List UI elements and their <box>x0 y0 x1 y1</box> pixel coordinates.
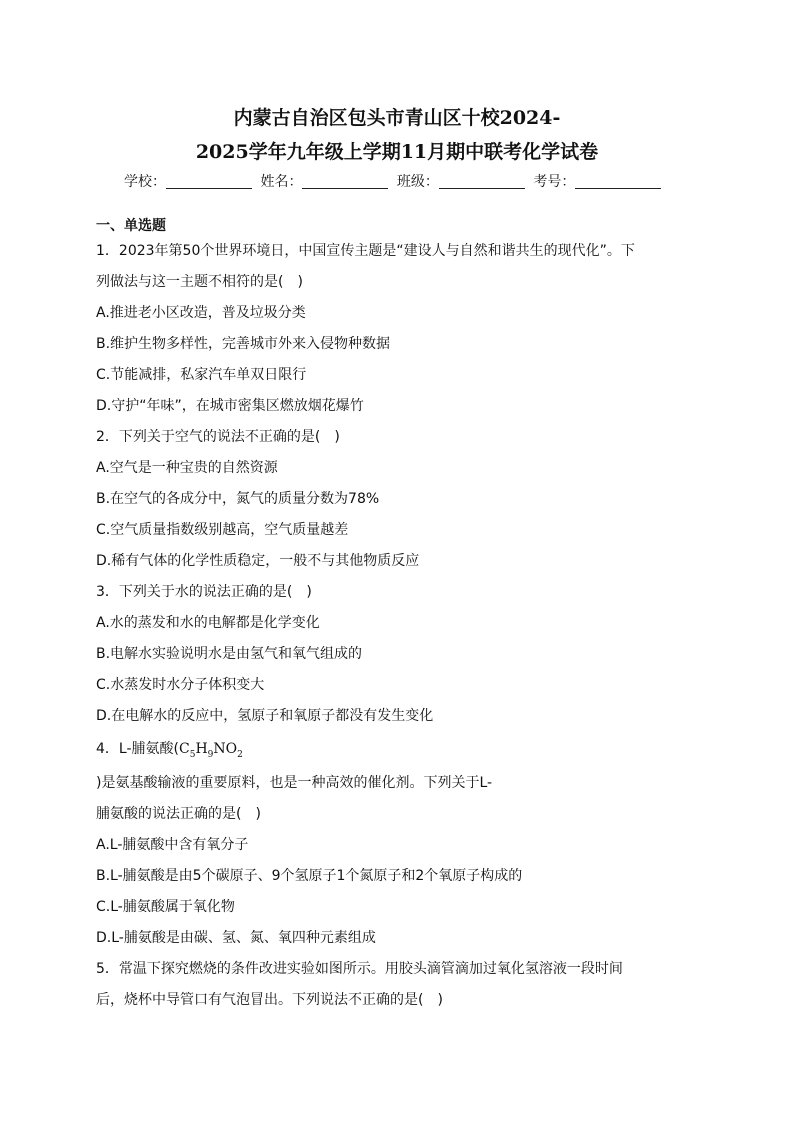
q2-option-b: B.在空气的各成分中，氮气的质量分数为78% <box>96 491 380 507</box>
section-heading: 一、单选题 <box>96 218 166 234</box>
q4-stem-line3: 脯氨酸的说法正确的是( ) <box>96 806 261 822</box>
name-label: 姓名： <box>260 174 303 190</box>
q2-stem: 2．下列关于空气的说法不正确的是( ) <box>96 429 340 445</box>
exam-number-label: 考号： <box>533 174 576 190</box>
name-blank[interactable] <box>302 174 388 189</box>
q2-option-c: C.空气质量指数级别越高，空气质量越差 <box>96 522 349 538</box>
class-blank[interactable] <box>439 174 525 189</box>
q1-option-d: D.守护“年味”，在城市密集区燃放烟花爆竹 <box>96 398 364 414</box>
q2-option-d: D.稀有气体的化学性质稳定，一般不与其他物质反应 <box>96 553 420 569</box>
q1-stem-line1: 1．2023年第50个世界环境日，中国宣传主题是“建设人与自然和谐共生的现代化”。下 <box>96 243 635 259</box>
q4-stem-prefix: 4．L-脯氨酸( <box>96 741 179 757</box>
q4-stem-line1 <box>96 738 243 760</box>
exam-title-line1: 内蒙古自治区包头市青山区十校2024- <box>233 107 561 129</box>
q4-option-a: A.L-脯氨酸中含有氧分子 <box>96 837 249 853</box>
q4-option-b: B.L-脯氨酸是由5个碳原子、9个氢原子1个氮原子和2个氧原子构成的 <box>96 868 523 884</box>
exam-title-line2: 2025学年九年级上学期11月期中联考化学试卷 <box>195 141 599 163</box>
q5-stem-line2: 后，烧杯中导管口有气泡冒出。下列说法不正确的是( ) <box>96 992 443 1008</box>
school-label: 学校： <box>124 174 166 190</box>
q1-stem-line2: 列做法与这一主题不相符的是( ) <box>96 274 303 290</box>
q4-option-c: C.L-脯氨酸属于氧化物 <box>96 899 235 915</box>
q5-stem-line1: 5．常温下探究燃烧的条件改进实验如图所示。用胶头滴管滴加过氧化氢溶液一段时间 <box>96 961 623 977</box>
q1-option-c: C.节能减排，私家汽车单双日限行 <box>96 367 307 383</box>
exam-number-blank[interactable] <box>575 174 661 189</box>
q2-option-a: A.空气是一种宝贵的自然资源 <box>96 460 278 476</box>
q3-option-d: D.在电解水的反应中，氢原子和氧原子都没有发生变化 <box>96 708 434 724</box>
q4-stem-line2: )是氨基酸输液的重要原料，也是一种高效的催化剂。下列关于L- <box>96 775 493 791</box>
chemical-formula: $C_5H_9NO_2$ <box>178 741 243 760</box>
q3-option-c: C.水蒸发时水分子体积变大 <box>96 677 265 693</box>
q1-option-b: B.维护生物多样性，完善城市外来入侵物种数据 <box>96 336 391 352</box>
q3-option-a: A.水的蒸发和水的电解都是化学变化 <box>96 615 320 631</box>
student-info-row <box>124 171 665 191</box>
q1-option-a: A.推进老小区改造，普及垃圾分类 <box>96 305 306 321</box>
class-label: 班级： <box>396 174 439 190</box>
q3-stem: 3．下列关于水的说法正确的是( ) <box>96 584 312 600</box>
school-blank[interactable] <box>166 174 252 189</box>
q4-option-d: D.L-脯氨酸是由碳、氢、氮、氧四种元素组成 <box>96 930 376 946</box>
q3-option-b: B.电解水实验说明水是由氢气和氧气组成的 <box>96 646 363 662</box>
